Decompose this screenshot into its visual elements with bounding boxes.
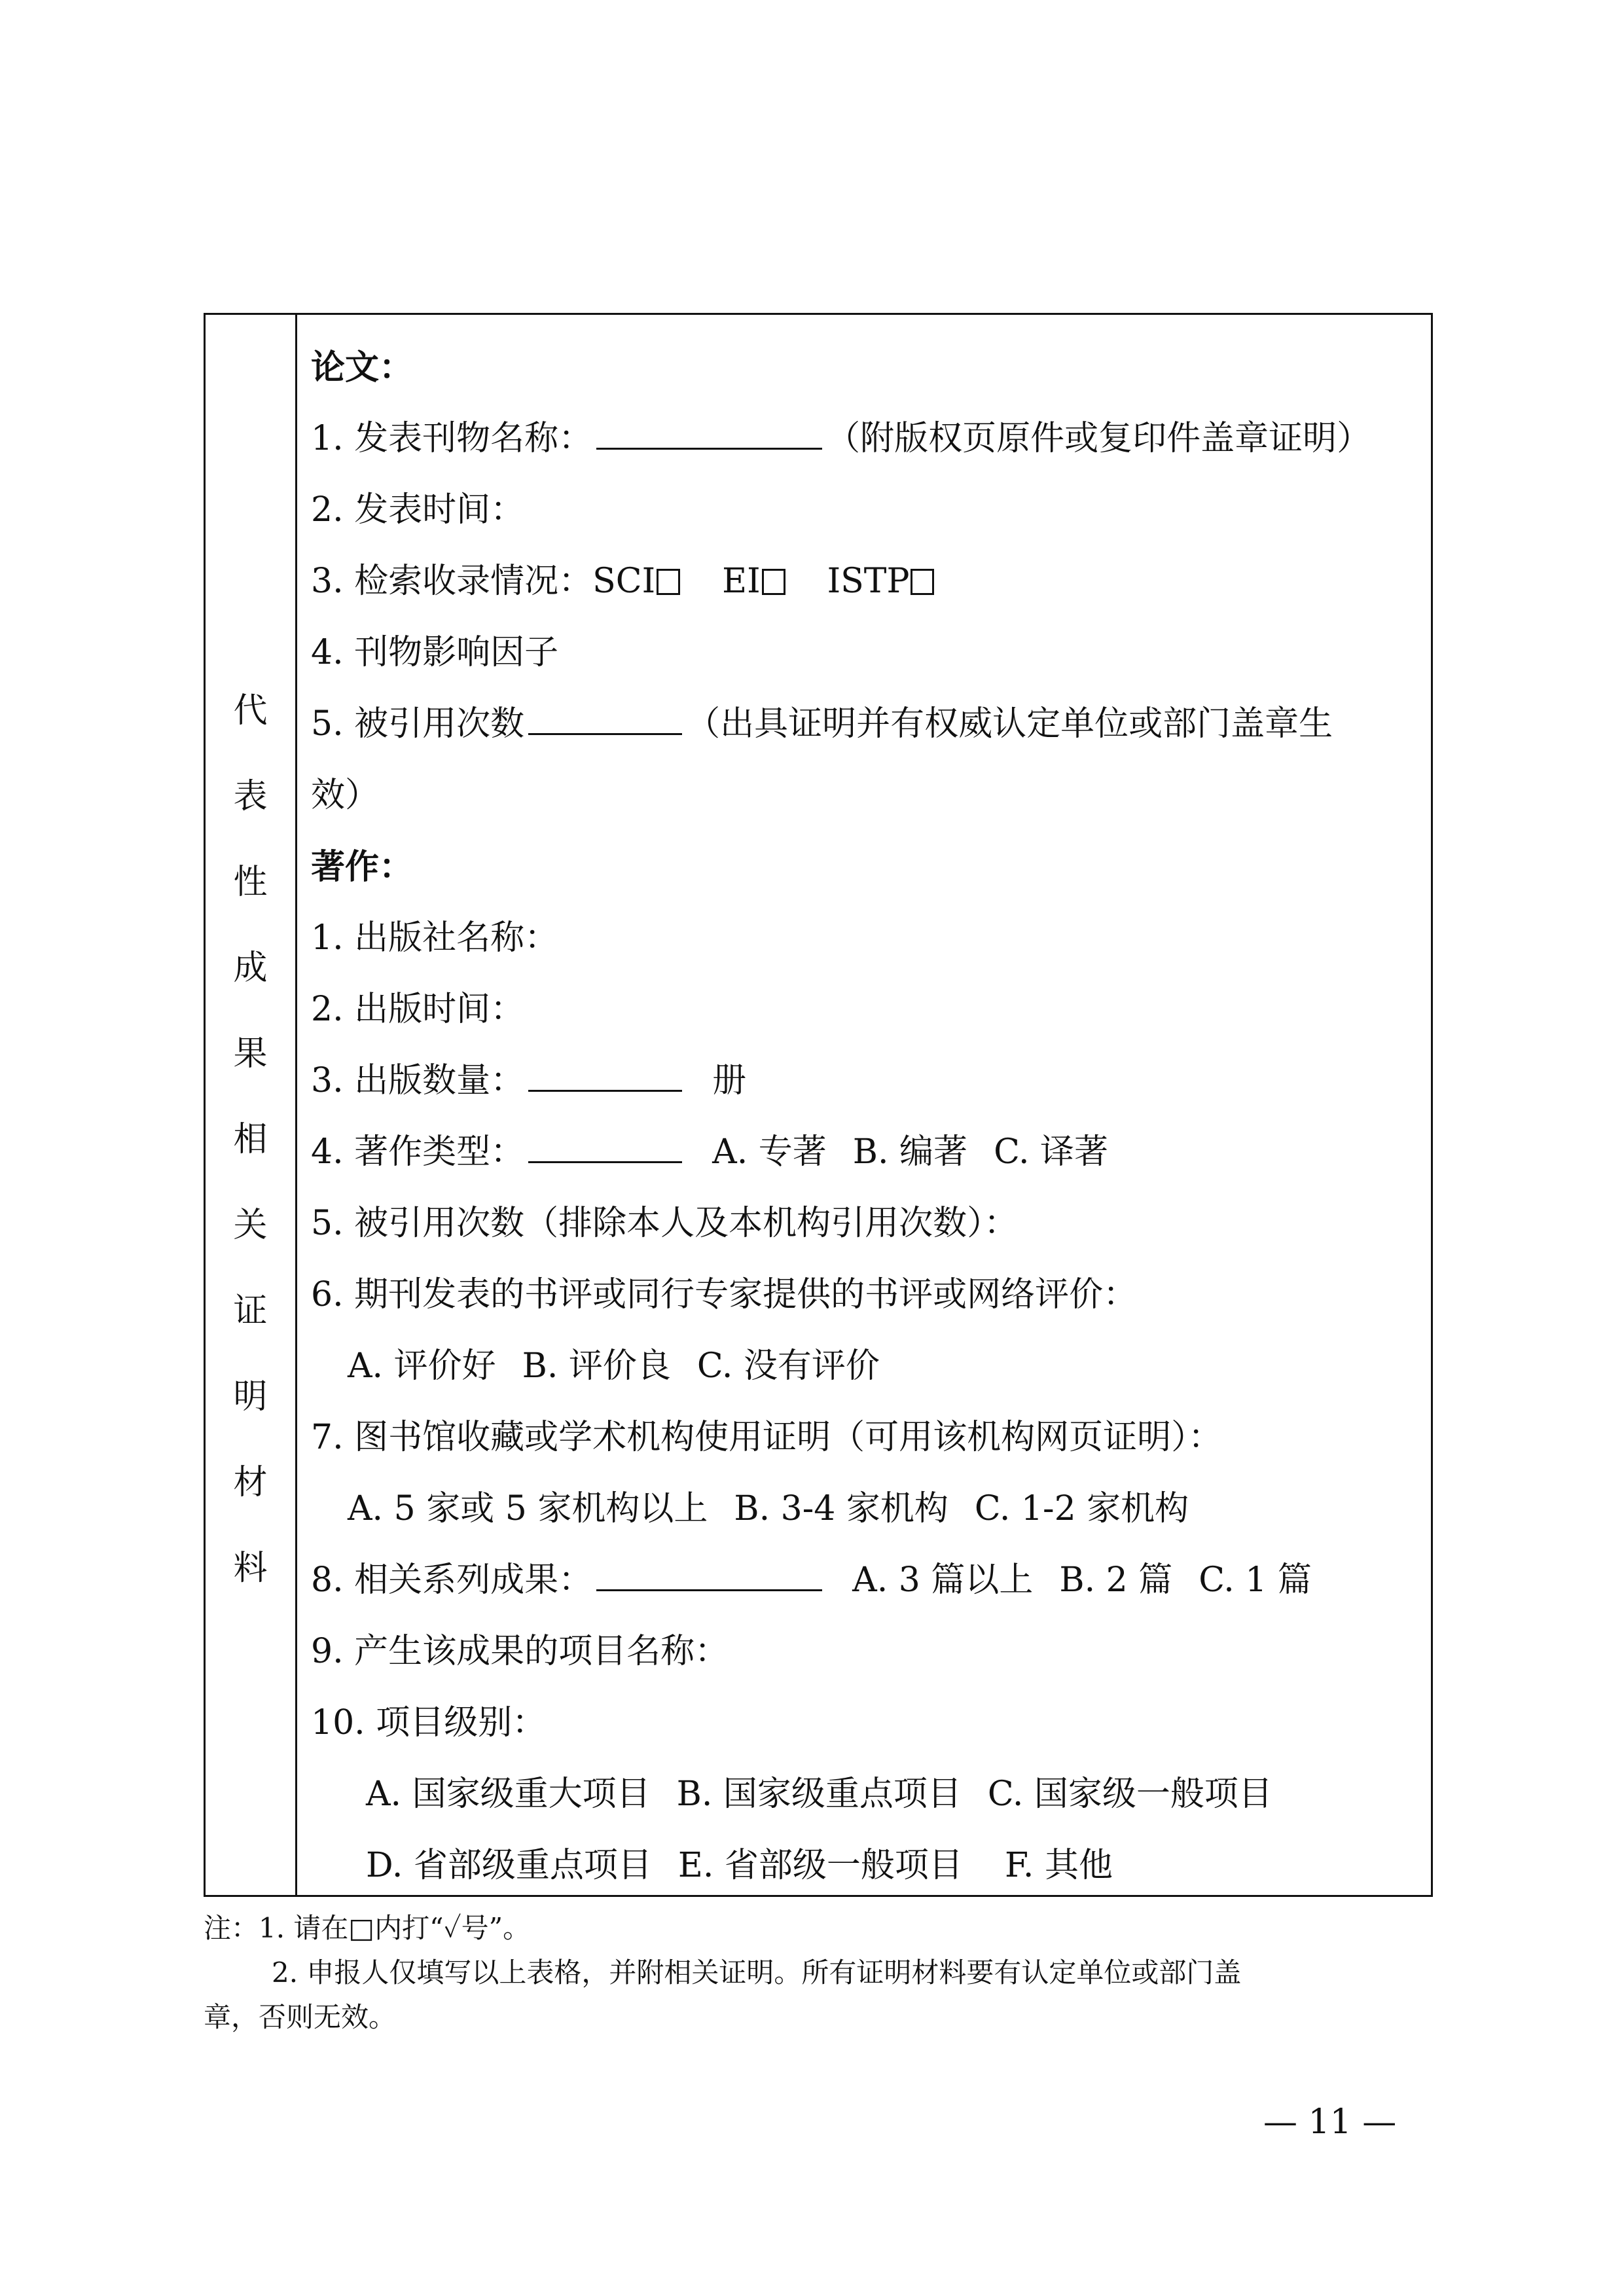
istp-option-label: ISTP — [827, 562, 910, 601]
book-item-5: 5. 被引用次数（排除本人及本机构引用次数）： — [311, 1204, 1019, 1243]
book-item-7-options — [311, 1473, 1431, 1545]
project-level-option-b: B. 国家级重点项目 — [676, 1775, 962, 1814]
book-type-option-b: B. 编著 — [852, 1132, 968, 1172]
vertical-label-char: 明 — [233, 1377, 268, 1416]
series-option-c: C. 1 篇 — [1199, 1560, 1312, 1600]
book-type-blank[interactable] — [528, 1161, 682, 1163]
book-item-9: 9. 产生该成果的项目名称： — [311, 1632, 729, 1671]
book-item-10-options-row-2 — [311, 1830, 1431, 1901]
paper-item-2: 2. 发表时间： — [311, 490, 525, 530]
collection-option-a: A. 5 家或 5 家机构以上 — [348, 1489, 708, 1528]
page-number: — 11 — — [1263, 2102, 1397, 2142]
paper-item-3-label: 3. 检索收录情况： — [311, 562, 593, 601]
book-item-6: 6. 期刊发表的书评或同行专家提供的书评或网络评价： — [311, 1275, 1138, 1314]
book-item-4-label: 4. 著作类型： — [311, 1132, 525, 1172]
journal-name-blank[interactable] — [596, 448, 822, 450]
book-item-2: 2. 出版时间： — [311, 990, 525, 1029]
istp-checkbox[interactable] — [911, 569, 934, 595]
paper-item-1 — [311, 403, 1431, 475]
project-level-option-e: E. 省部级一般项目 — [677, 1846, 963, 1885]
paper-item-1-label: 1. 发表刊物名称： — [311, 419, 593, 458]
paper-item-5-label: 5. 被引用次数 — [311, 704, 525, 744]
book-heading: 著作： — [311, 847, 414, 887]
project-level-option-c: C. 国家级一般项目 — [987, 1775, 1272, 1814]
review-option-c: C. 没有评价 — [696, 1346, 880, 1386]
book-item-7: 7. 图书馆收藏或学术机构使用证明（可用该机构网页证明）： — [311, 1418, 1223, 1457]
vertical-label-char: 相 — [233, 1120, 268, 1159]
vertical-label-char: 表 — [233, 777, 268, 816]
vertical-label-char: 成 — [233, 948, 268, 988]
review-option-a: A. 评价好 — [348, 1346, 496, 1386]
sci-checkbox[interactable] — [657, 569, 680, 595]
vertical-label-char: 关 — [233, 1206, 268, 1245]
print-quantity-blank[interactable] — [528, 1090, 682, 1092]
sci-option-label: SCI — [592, 562, 656, 601]
vertical-label — [206, 668, 295, 1612]
paper-item-1-note: （附版权页原件或复印件盖章证明） — [826, 419, 1371, 458]
vertical-label-char: 代 — [233, 691, 268, 730]
left-label-column — [206, 315, 297, 1895]
vertical-label-char: 性 — [233, 863, 268, 902]
book-type-option-c: C. 译著 — [994, 1132, 1109, 1172]
book-item-10-options-row-1 — [311, 1759, 1431, 1830]
book-item-8 — [311, 1545, 1431, 1616]
paper-item-5 — [311, 689, 1431, 760]
ei-option-label: EI — [722, 562, 761, 601]
book-item-4 — [311, 1117, 1431, 1188]
paper-item-5-note: （出具证明并有权威认定单位或部门盖章生 — [686, 704, 1333, 744]
review-option-b: B. 评价良 — [522, 1346, 671, 1386]
book-item-3-unit: 册 — [712, 1061, 747, 1100]
book-type-option-a: A. 专著 — [712, 1132, 827, 1172]
paper-heading: 论文： — [311, 348, 414, 388]
series-achievement-blank[interactable] — [596, 1589, 822, 1591]
note-1: 注：1. 请在□内打“✓号”。 — [204, 1912, 531, 1944]
book-item-8-label: 8. 相关系列成果： — [311, 1560, 593, 1600]
collection-option-c: C. 1-2 家机构 — [974, 1489, 1189, 1528]
achievement-form-table — [204, 313, 1433, 1897]
book-item-3-label: 3. 出版数量： — [311, 1061, 525, 1100]
book-item-10: 10. 项目级别： — [311, 1703, 547, 1742]
paper-item-5-continued: 效） — [311, 776, 380, 815]
book-item-6-options — [311, 1331, 1431, 1402]
project-level-option-f: F. 其他 — [1004, 1846, 1113, 1885]
note-2-line-2: 章，否则无效。 — [204, 2001, 397, 2033]
content-column — [311, 332, 1431, 1901]
book-item-1: 1. 出版社名称： — [311, 918, 559, 958]
paper-item-4: 4. 刊物影响因子 — [311, 633, 559, 672]
book-item-3 — [311, 1045, 1431, 1117]
note-2-line-1: 2. 申报人仅填写以上表格，并附相关证明。所有证明材料要有认定单位或部门盖 — [272, 1956, 1242, 1989]
vertical-label-char: 料 — [233, 1549, 268, 1588]
paper-item-3 — [311, 546, 1431, 617]
ei-checkbox[interactable] — [762, 569, 785, 595]
project-level-option-a: A. 国家级重大项目 — [366, 1775, 651, 1814]
project-level-option-d: D. 省部级重点项目 — [366, 1846, 652, 1885]
series-option-a: A. 3 篇以上 — [852, 1560, 1034, 1600]
vertical-label-char: 材 — [233, 1463, 268, 1502]
footnotes — [204, 1906, 1434, 2040]
collection-option-b: B. 3-4 家机构 — [734, 1489, 948, 1528]
vertical-label-char: 证 — [233, 1291, 268, 1331]
series-option-b: B. 2 篇 — [1059, 1560, 1173, 1600]
vertical-label-char: 果 — [233, 1034, 268, 1073]
citation-count-blank[interactable] — [528, 733, 682, 735]
